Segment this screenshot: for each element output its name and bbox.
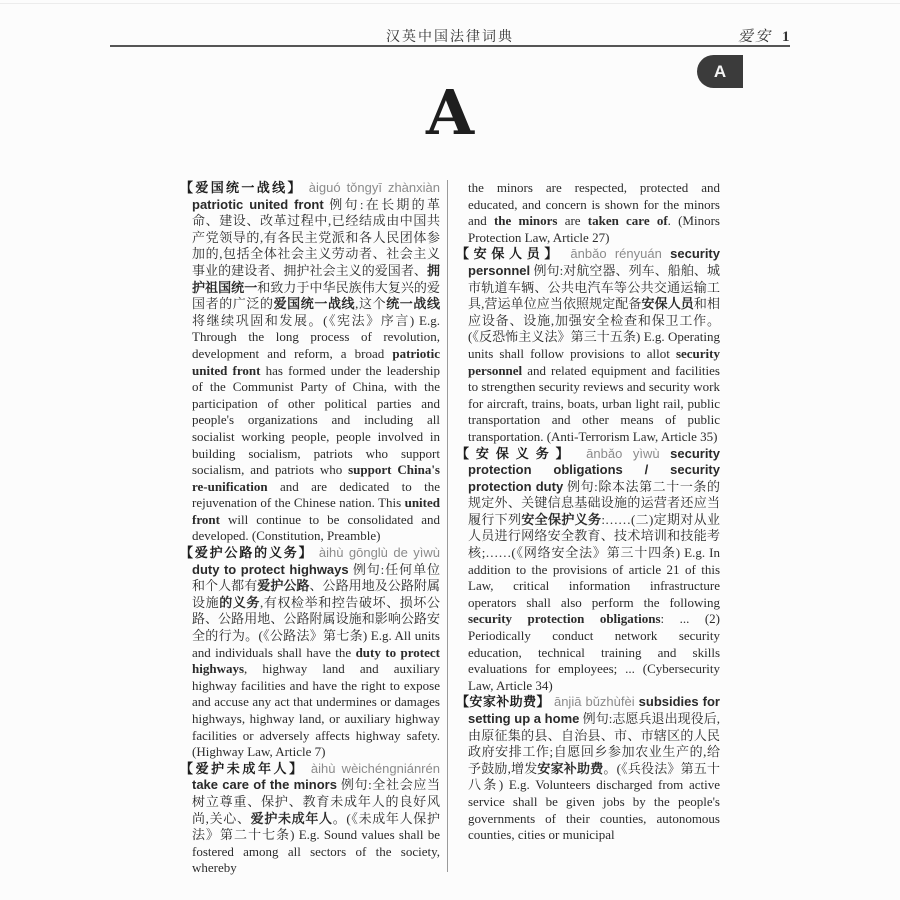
entry-text: 安全保护义务 <box>521 511 602 527</box>
entry-text: 安家补助费 <box>537 760 604 776</box>
entry-text: are <box>557 213 588 229</box>
dictionary-entry <box>180 545 440 761</box>
entry-text: 、公路用地及公路附属设施 <box>192 578 440 610</box>
entry-pinyin: ānbǎo rényuán <box>562 246 671 262</box>
entry-text: 的义务 <box>219 594 260 610</box>
guide-words: 爱安 <box>738 29 773 45</box>
entry-text: 爱国统一战线 <box>273 296 356 312</box>
entry-continuation <box>456 180 720 246</box>
entry-pinyin: àiguó tǒngyī zhànxiàn <box>302 180 440 195</box>
entry-text: united front <box>192 495 440 527</box>
entry-equivalent: take care of the minors <box>192 777 337 793</box>
entry-text: , highway land and auxiliary highway facilities and have the right to expose and accuse any act that undermines or damages highways, highway land, or auxiliary highway facilities or adversely affects highway safety. (Highway Law, Article 7) <box>192 661 440 760</box>
entry-text: security personnel <box>468 345 720 378</box>
book-title: 汉英中国法律词典 <box>386 28 514 44</box>
entry-text: duty to protect highways <box>192 644 440 677</box>
entry-text: 例句:志愿兵退出现役后,由原征集的县、自治县、市、市辖区的人民政府安排工作;自愿回乡参加农业生产的,给予鼓励,增发 <box>468 711 720 776</box>
entry-text: 爱护未成年人 <box>250 810 333 826</box>
entry-text: 统一战线 <box>386 296 440 312</box>
dictionary-entry <box>456 694 720 843</box>
entry-text: the minors <box>493 213 558 229</box>
entry-text: 例句:对航空器、列车、船舶、城市轨道车辆、公共电汽车等公共交通运输工具,营运单位应当依照规定配备 <box>468 262 720 312</box>
entry-equivalent: security personnel <box>468 246 720 278</box>
entry-text: has formed under the leadership of the Communist Party of China, with the participation of other political parties and people's organizations and including all socialist working people, people involved in building socialism, patriots who support socialism, and patriots who <box>192 362 440 478</box>
entry-equivalent: patriotic united front <box>192 196 324 212</box>
entry-headword: 【爱护公路的义务】 <box>180 545 314 561</box>
column-right <box>448 180 720 872</box>
entry-equivalent: security protection obligations / security protection duty <box>468 445 720 494</box>
entry-text: taken care of <box>587 213 668 229</box>
entry-text: 爱护公路 <box>257 578 310 594</box>
entry-headword: 【爱国统一战线】 <box>180 180 303 195</box>
dictionary-entry <box>456 246 720 445</box>
entry-pinyin: àihù wèichéngniánrén <box>304 760 440 776</box>
dictionary-entry <box>456 446 720 695</box>
entry-text: 和相应设备、设施,加强安全检查和保卫工作。(《反恐怖主义法》第三十五条) <box>468 296 720 345</box>
entry-pinyin: ānbǎo yìwù <box>575 445 671 461</box>
scan-edge-line <box>0 3 900 4</box>
entry-text: 将继续巩固和发展。(《宪法》序言) <box>192 312 420 328</box>
entry-text: the minors are respected, protected and educated, and concern is shown for the minors and <box>468 180 720 229</box>
entry-headword: 【爱护未成年人】 <box>180 760 305 776</box>
entry-text: ,有权检举和控告破坏、损坏公路、公路用地、公路附属设施和影响公路安全的行为。(《公路法》第七条) <box>192 594 440 644</box>
entry-text: and are dedicated to the rejuvenation of the Chinese nation. This <box>192 478 440 511</box>
entry-text: 例句:全社会应当树立尊重、保护、教育未成年人的良好风尚,关心、 <box>192 777 440 826</box>
entry-headword: 【安保义务】 <box>456 445 576 461</box>
entry-text: 。(《兵役法》第五十八条) <box>468 760 720 793</box>
entry-text: E.g. Through the long process of revolution, development and reform, a broad <box>192 312 440 361</box>
thumb-tab-letter: A <box>713 61 727 81</box>
entry-text: 安保人员 <box>641 296 694 312</box>
entry-pinyin: ānjiā bǔzhùfèi <box>549 694 639 710</box>
header-rule <box>110 45 790 47</box>
entry-text: ,这个 <box>355 296 387 312</box>
entry-text: E.g. Operating units shall follow provisions to allot <box>468 329 720 361</box>
entry-text: 拥护祖国统一 <box>192 262 440 295</box>
entry-text: support China's re-unification <box>192 462 440 494</box>
entry-text: E.g. All units and individuals shall have the <box>192 628 440 660</box>
header-right <box>738 25 798 46</box>
entry-text: 例句:除本法第二十一条的规定外、关键信息基础设施的运营者还应当履行下列 <box>468 478 720 527</box>
entry-text: . (Minors Protection Law, Article 27) <box>468 213 720 245</box>
section-letter-heading: A <box>425 76 475 149</box>
entry-equivalent: subsidies for setting up a home <box>468 694 720 726</box>
entry-text: E.g. Volunteers discharged from active service shall be given jobs by the people's governments of their counties, autonomous counties, cities or municipal <box>468 777 720 843</box>
entry-pinyin: àihù gōnglù de yìwù <box>313 545 440 561</box>
entry-text: E.g. In addition to the provisions of article 21 of this Law, critical information infrastructure operators shall also perform the following <box>468 545 720 610</box>
dictionary-entry <box>180 180 440 545</box>
page-number: 1 <box>782 29 790 45</box>
entry-text: E.g. Sound values shall be fostered among all sectors of the society, whereby <box>192 827 440 876</box>
entry-text: security protection obligations <box>468 611 661 627</box>
entry-headword: 【安保人员】 <box>456 246 563 262</box>
entry-headword: 【安家补助费】 <box>456 694 550 710</box>
entry-text: : ... (2) Periodically conduct network security education, technical training and skills evaluations for employees; ... (Cybersecurity Law, Article 34) <box>468 611 720 693</box>
entry-text: patriotic united front <box>192 345 440 378</box>
entry-text: 例句:任何单位和个人都有 <box>192 561 440 594</box>
entry-text: 。(《未成年人保护法》第二十七条) <box>192 810 440 843</box>
dictionary-columns <box>180 180 720 876</box>
entry-text: 例句:在长期的革命、建设、改革过程中,已经结成由中国共产党领导的,有各民主党派和各人民团体参加的,包括全体社会主义劳动者、社会主义事业的建设者、拥护社会主义的爱国者、 <box>192 196 440 278</box>
dictionary-entry <box>180 761 440 877</box>
entry-text: 和致力于中华民族伟大复兴的爱国者的广泛的 <box>192 279 440 312</box>
entry-text: will continue to be consolidated and developed. (Constitution, Preamble) <box>192 511 440 544</box>
entry-text: and related equipment and facilities to strengthen security reviews and security work for aircraft, trains, boats, urban light rail, public transportation and other means of public transportation. (Anti-Terrorism Law, Article 35) <box>468 362 720 444</box>
entry-text: :……(二)定期对从业人员进行网络安全教育、技术培训和技能考核;……(《网络安全法》第三十四条) <box>468 511 720 561</box>
entry-equivalent: duty to protect highways <box>192 561 349 577</box>
column-left <box>180 180 448 876</box>
